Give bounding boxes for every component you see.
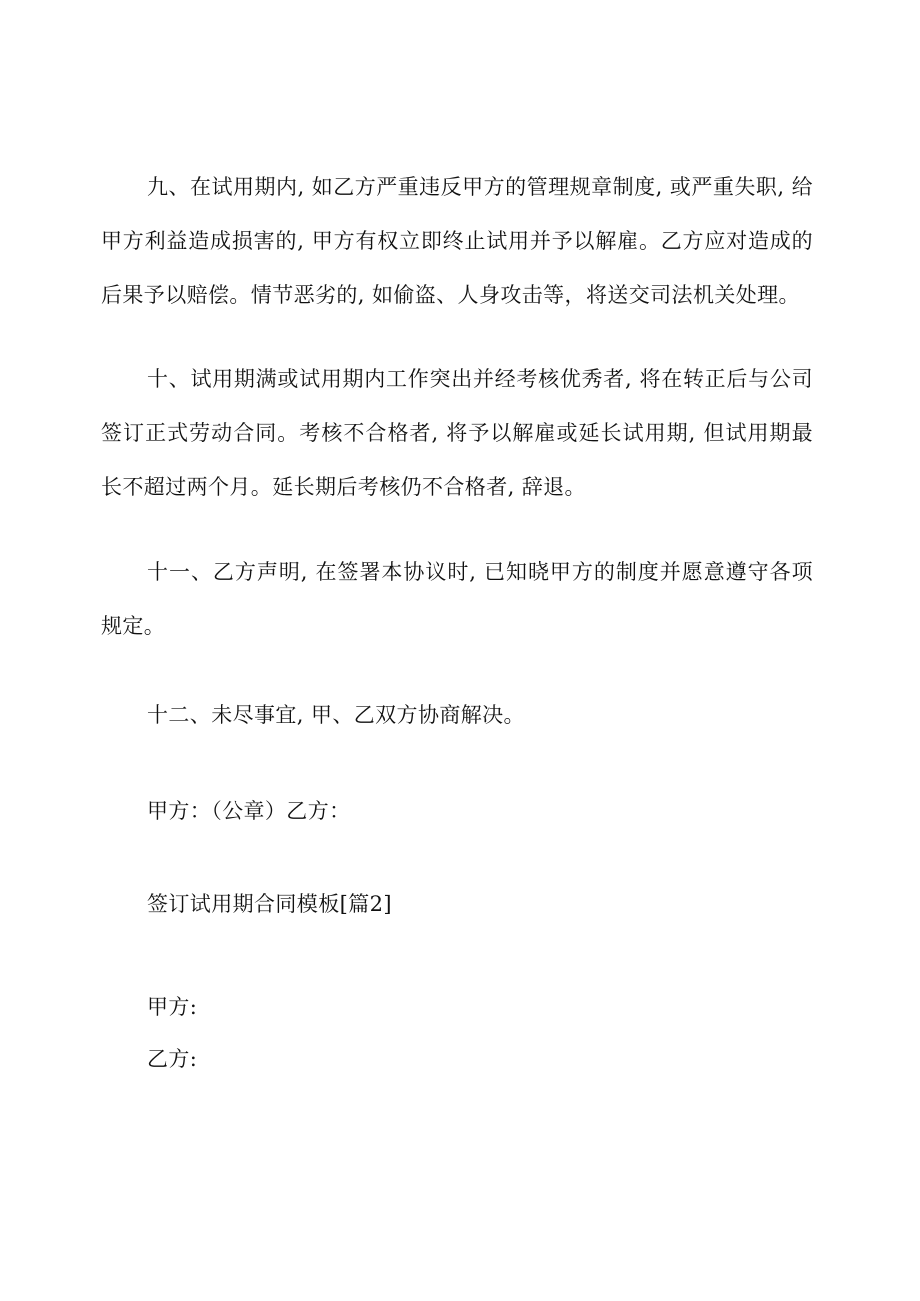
party-a-label: 甲方: [147, 995, 198, 1019]
clause-ten: 十、试用期满或试用期内工作突出并经考核优秀者, 将在转正后与公司签订正式劳动合同。考核不合格者, 将予以解雇或延长试用期, 但试用期最长不超过两个月。延长期后考核仍不合格者, 辞退。 [101, 367, 813, 499]
signature-line: 甲方：（公章）乙方： [147, 799, 351, 823]
section-title: 签订试用期合同模板[篇2] [147, 892, 392, 916]
party-b-label: 乙方: [147, 1047, 198, 1071]
clause-nine: 九、在试用期内, 如乙方严重违反甲方的管理规章制度, 或严重失职, 给甲方利益造成损害的, 甲方有权立即终止试用并予以解雇。乙方应对造成的后果予以赔偿。情节恶劣的, 如偷盗、人身攻击等，将送交司法机关处理。 [101, 175, 813, 307]
clause-twelve: 十二、未尽事宜, 甲、乙双方协商解决。 [147, 703, 525, 727]
clause-eleven: 十一、乙方声明, 在签署本协议时, 已知晓甲方的制度并愿意遵守各项规定。 [101, 560, 813, 638]
